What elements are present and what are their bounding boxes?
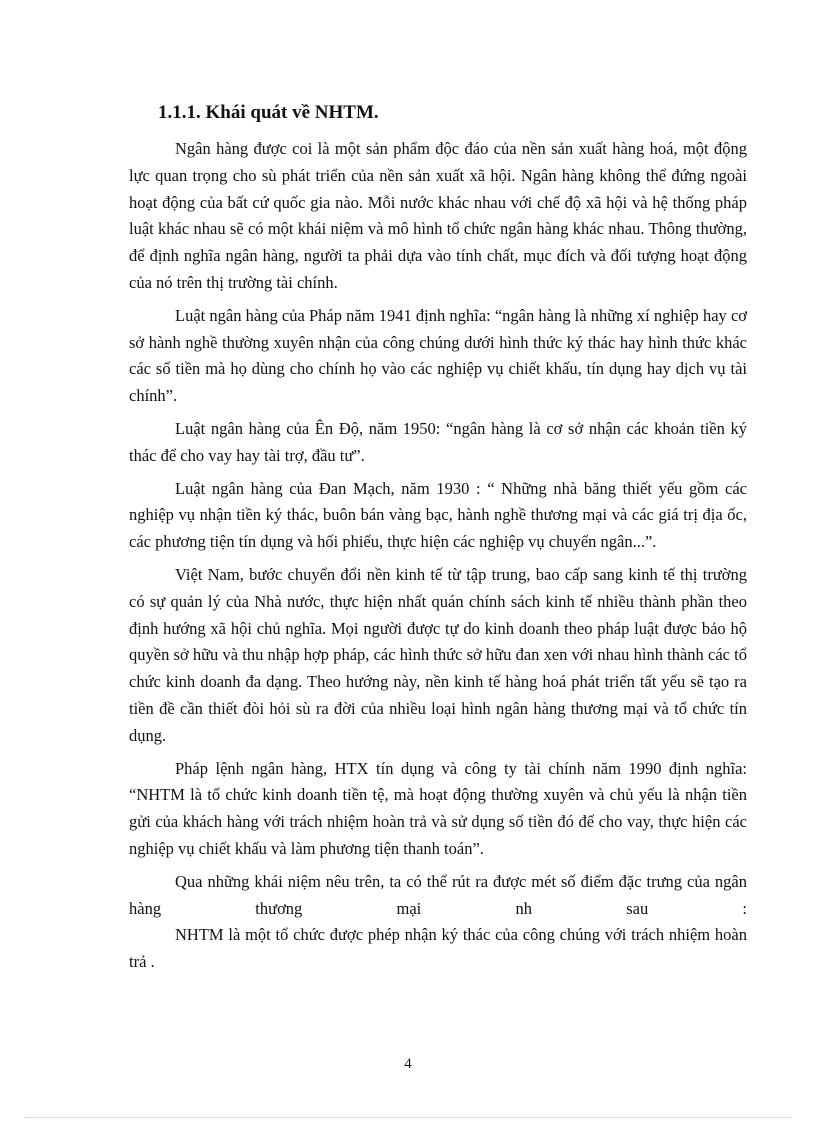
section-heading: 1.1.1. Khái quát về NHTM. xyxy=(158,102,379,123)
paragraph-intro: Ngân hàng được coi là một sản phẩm độc đáo của nền sản xuất hàng hoá, một động lực quan trọng cho sù phát triển của nền sản xuất xã hội. Ngân hàng không thể đứng ngoài hoạt động của bất cứ quốc gia nào. Mỗi nước khác nhau với chế độ xã hội và hệ thống pháp luật khác nhau sẽ có một khái niệm và mô hình tổ chức ngân hàng khác nhau. Thông thường, để định nghĩa ngân hàng, người ta phải dựa vào tính chất, mục đích và đối tượng hoạt động của nó trên thị trường tài chính. xyxy=(129,139,747,292)
paragraph-characteristics-intro: Qua những khái niệm nêu trên, ta có thể rút ra được mét số điểm đặc trưng của ngân hàng thương mại nh sau : xyxy=(129,871,747,918)
paragraph-india-law: Luật ngân hàng của Ên Độ, năm 1950: “ngân hàng là cơ sở nhận các khoản tiền ký thác để cho vay hay tài trợ, đầu tư”. xyxy=(129,418,747,465)
page-bottom-divider xyxy=(24,1117,792,1118)
paragraph-characteristic-1: NHTM là một tổ chức được phép nhận ký thác của công chúng với trách nhiệm hoàn trả . xyxy=(129,925,747,972)
body-text xyxy=(129,136,747,982)
paragraph-denmark-law: Luật ngân hàng của Đan Mạch, năm 1930 : “ Những nhà băng thiết yếu gồm các nghiệp vụ nhận tiền ký thác, buôn bán vàng bạc, hành nghề thương mại và các giá trị địa ốc, các phương tiện tín dụng và hối phiếu, thực hiện các nghiệp vụ chuyển ngân...”. xyxy=(129,478,747,552)
paragraph-vietnam: Việt Nam, bước chuyển đổi nền kinh tế từ tập trung, bao cấp sang kinh tế thị trường có sự quản lý của Nhà nước, thực hiện nhất quán chính sách kinh tế nhiều thành phần theo định hướng xã hội chủ nghĩa. Mọi người được tự do kinh doanh theo pháp luật được bảo hộ quyền sở hữu và thu nhập hợp pháp, các hình thức sở hữu đan xen với nhau hình thành các tổ chức kinh doanh đa dạng. Theo hướng này, nền kinh tế hàng hoá phát triển tất yếu sẽ tạo ra tiền đề cần thiết đòi hỏi sù ra đời của nhiều loại hình ngân hàng thương mại và tổ chức tín dụng. xyxy=(129,564,747,745)
paragraph-france-law: Luật ngân hàng của Pháp năm 1941 định nghĩa: “ngân hàng là những xí nghiệp hay cơ sở hành nghề thường xuyên nhận của công chúng dưới hình thức ký thác hay hình thức khác các số tiền mà họ dùng cho chính họ vào các nghiệp vụ chiết khấu, tín dụng hay dịch vụ tài chính”. xyxy=(129,305,747,406)
page-number: 4 xyxy=(404,1056,412,1072)
paragraph-ordinance-1990: Pháp lệnh ngân hàng, HTX tín dụng và công ty tài chính năm 1990 định nghĩa: “NHTM là tổ chức kinh doanh tiền tệ, mà hoạt động thường xuyên và chủ yếu là nhận tiền gửi của khách hàng với trách nhiệm hoàn trả và sử dụng số tiền đó để cho vay, thực hiện các nghiệp vụ chiết khấu và làm phương tiện thanh toán”. xyxy=(129,758,747,858)
